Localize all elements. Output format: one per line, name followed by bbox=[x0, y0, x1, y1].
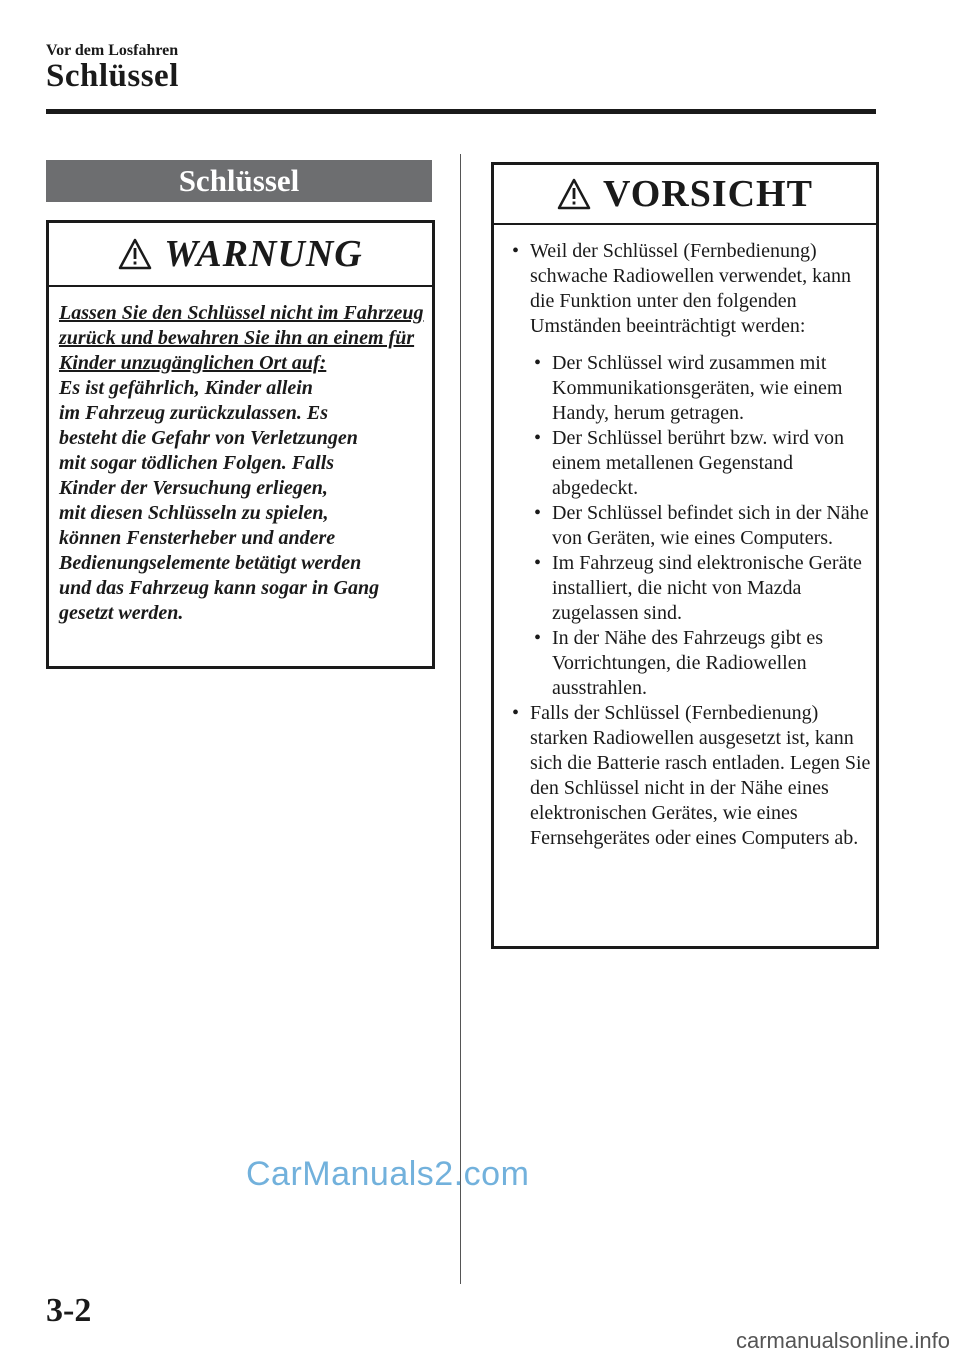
warning-heading: WARNUNG bbox=[164, 233, 363, 275]
warning-text-line: können Fensterheber und andere bbox=[59, 527, 336, 549]
sub-list-item bbox=[504, 501, 872, 551]
column-divider bbox=[460, 154, 461, 1284]
warning-underlined-text: Lassen Sie den Schlüssel nicht im Fahrzeug zurück und bewahren Sie ihn an einem für Kinder unzugänglichen Ort auf: bbox=[59, 302, 424, 374]
caution-header bbox=[494, 165, 876, 225]
breadcrumb: Vor dem Losfahren bbox=[46, 42, 179, 59]
warning-text-line: besteht die Gefahr von Verletzungen bbox=[59, 427, 358, 449]
bullet-icon: • bbox=[534, 627, 542, 649]
list-item bbox=[504, 239, 872, 339]
spacer bbox=[504, 339, 872, 351]
warning-text-line: Kinder der Versuchung erliegen, bbox=[59, 477, 328, 499]
warning-text-line: Bedienungselemente betätigt werden bbox=[59, 552, 362, 574]
sub-list-item-text: Der Schlüssel wird zusammen mit Kommunikationsgeräten, wie einem Handy, herum getragen. bbox=[552, 352, 843, 424]
bullet-icon: • bbox=[534, 552, 542, 574]
warning-text-line: mit sogar tödlichen Folgen. Falls bbox=[59, 452, 335, 474]
list-item bbox=[504, 701, 872, 851]
bullet-icon: • bbox=[512, 240, 520, 262]
bullet-icon: • bbox=[512, 702, 520, 724]
watermark: CarManuals2.com bbox=[246, 1155, 530, 1193]
sub-list-item-text: Im Fahrzeug sind elektronische Geräte installiert, die nicht von Mazda zugelassen sind. bbox=[552, 552, 862, 624]
caution-body bbox=[494, 225, 876, 851]
sub-list-item bbox=[504, 426, 872, 501]
page-title: Schlüssel bbox=[46, 58, 179, 94]
bullet-icon: • bbox=[534, 427, 542, 449]
list-item-text: Falls der Schlüssel (Fernbedienung) starken Radiowellen ausgesetzt ist, kann sich die Batterie rasch entladen. Legen Sie den Schlüssel nicht in der Nähe eines elektronischen Gerätes, wie eines Fernsehgerätes oder eines Computers ab. bbox=[530, 702, 871, 849]
sub-list-item bbox=[504, 551, 872, 626]
warning-text-line: gesetzt werden. bbox=[59, 602, 184, 624]
footer-site-link[interactable]: carmanualsonline.info bbox=[735, 1328, 950, 1353]
list-item-text: Weil der Schlüssel (Fernbedienung) schwache Radiowellen verwendet, kann die Funktion unter den folgenden Umständen beeinträchtigt werden: bbox=[530, 240, 851, 337]
sub-list-item-text: Der Schlüssel befindet sich in der Nähe von Geräten, wie eines Computers. bbox=[552, 502, 869, 549]
warning-text-line: Es ist gefährlich, Kinder allein bbox=[59, 377, 313, 399]
warning-triangle-icon bbox=[557, 178, 591, 210]
warning-header bbox=[49, 223, 432, 287]
warning-text-line: im Fahrzeug zurückzulassen. Es bbox=[59, 402, 328, 424]
sub-list-item bbox=[504, 351, 872, 426]
section-banner: Schlüssel bbox=[46, 160, 432, 202]
sub-list-item-text: In der Nähe des Fahrzeugs gibt es Vorrichtungen, die Radiowellen ausstrahlen. bbox=[552, 627, 824, 699]
sub-list-item bbox=[504, 626, 872, 701]
warning-body bbox=[49, 287, 432, 626]
header-rule bbox=[46, 109, 876, 114]
bullet-icon: • bbox=[534, 352, 542, 374]
warning-triangle-icon bbox=[118, 238, 152, 270]
warning-text-line: mit diesen Schlüsseln zu spielen, bbox=[59, 502, 329, 524]
sub-list-item-text: Der Schlüssel berührt bzw. wird von einem metallenen Gegenstand abgedeckt. bbox=[552, 427, 844, 499]
caution-heading: VORSICHT bbox=[603, 173, 813, 215]
caution-box bbox=[491, 162, 879, 949]
warning-text-line: und das Fahrzeug kann sogar in Gang bbox=[59, 577, 380, 599]
warning-box bbox=[46, 220, 435, 669]
bullet-icon: • bbox=[534, 502, 542, 524]
page-number: 3-2 bbox=[46, 1292, 92, 1329]
